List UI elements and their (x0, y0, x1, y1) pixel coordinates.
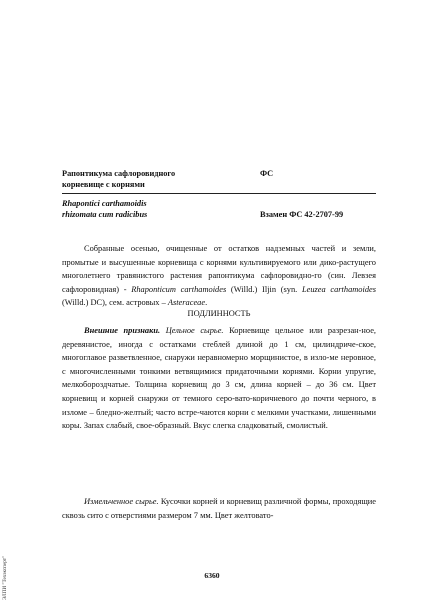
side-watermark: ЭЛПИ "Техэксперт" (2, 555, 8, 600)
family-name: Asteraceae (167, 298, 206, 308)
intro-text-4: . (205, 298, 208, 308)
intro-text-2: (Willd.) Iljin (syn. (226, 284, 302, 294)
header-divider (62, 193, 376, 194)
ground-material-label: Измельченное сырье. (84, 497, 159, 506)
intro-paragraph (62, 242, 376, 310)
drug-name-lat-line2: rhizomata cum radicibus (62, 210, 148, 219)
ground-material-text: Кусочки корней и корневищ различной формы, проходящие сквозь сито с отверстиями размером 7 мм. Цвет желтовато- (62, 497, 376, 520)
ground-material-paragraph (62, 495, 376, 522)
synonym-name: Leuzea carthamoides (301, 284, 376, 294)
external-features-paragraph (62, 324, 376, 433)
species-name: Rhaponticum carthamoides (131, 284, 227, 294)
external-features-text: Корневище цельное или разрезан-ное, деревянистое, иногда с остатками стеблей длиной до 1 см, цилиндриче-ское, многоглавое разветвленное, снаружи неравномерно морщинистое, в изло-ме неровное, с многочисленными тонкими ветвящимися придаточными корнями. Корни упругие, мелкобороздчатые. Толщина корневищ до 3 см, длина корней – до 36 см. Цвет корневищ и корней снаружи от темного серо-вато-коричневого до почти черного, в изломе – бледно-желтый; часто встре-чаются корни с мелкими участками, лишенными коры. Запах слабый, свое-образный. Вкус слегка сладковатый, смолистый. (62, 326, 377, 431)
page-number: 6360 (204, 571, 220, 580)
section-title-authenticity: ПОДЛИННОСТЬ (187, 309, 251, 318)
drug-name-ru-line2: корневище с корнями (62, 180, 145, 189)
intro-text-1: Собранные осенью, очищенные от остатков надземных частей и земли, промытые и высушенные корневища с корнями культивируемого или дико-растущего многолетнего травянистого растения рапонтикума сафлоровидно-го (син. Левзея сафлоровидная) - (62, 244, 376, 294)
replaces-note: Взамен ФС 42-2707-99 (260, 210, 344, 219)
external-features-label: Внешние признаки. (84, 326, 161, 335)
intro-text-3: (Willd.) DC), сем. астровых – (62, 298, 168, 308)
drug-name-ru-line1: Рапонтикума сафлоровидного (62, 169, 176, 178)
drug-name-lat-line1: Rhapontici carthamoidis (62, 199, 147, 208)
whole-material-label: Цельное сырье. (165, 326, 224, 335)
document-type: ФС (260, 169, 274, 178)
